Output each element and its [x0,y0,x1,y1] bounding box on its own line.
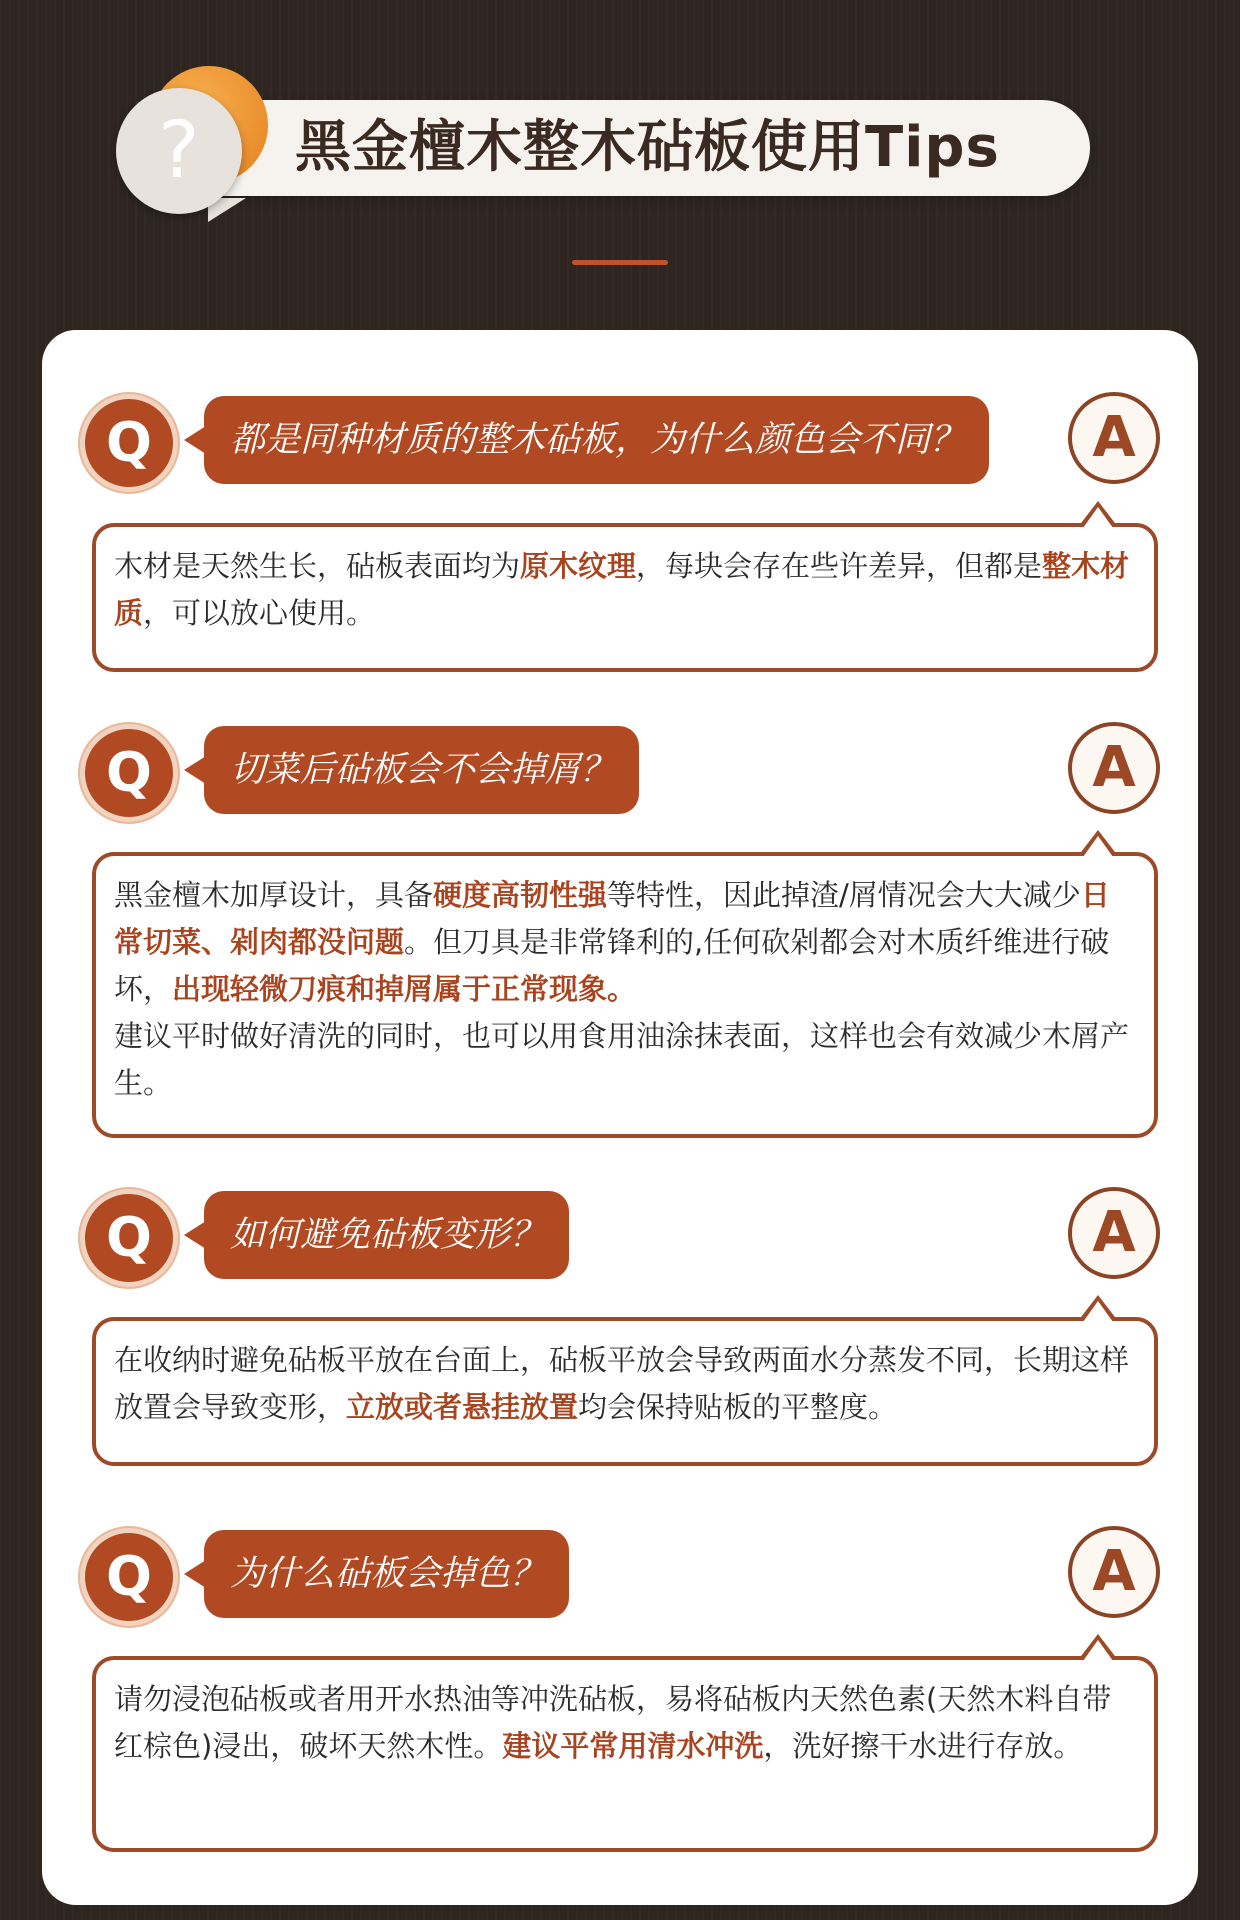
highlight-text: 硬度高韧性强 [433,878,608,912]
q-badge-icon: Q [80,394,178,492]
answer-text: 均会保持贴板的平整度。 [578,1390,898,1424]
a-badge-icon: A [1068,1526,1160,1618]
faq-answer-2 [92,852,1158,1138]
title-divider [572,260,668,265]
faq-answer-4 [92,1656,1158,1852]
q-badge-icon: Q [80,1528,178,1626]
answer-pointer [1078,830,1118,856]
answer-text: 在收纳时避免砧板平放在台面上，砧板平放会导致两面水分蒸发不同，长期这样放置会导致变形， [114,1343,1130,1424]
faq-answer-3 [92,1317,1158,1466]
question-mark-icon: ? [158,106,200,196]
answer-text: 。但刀具是非常锋利的,任何砍剁都会对木质纤维进行破坏， [114,925,1110,1006]
header-title-bar [160,100,1090,196]
answer-text: 等特性，因此掉渣/屑情况会大大减少 [607,878,1081,912]
answer-text: 建议平时做好清洗的同时，也可以用食用油涂抹表面，这样也会有效减少木屑产生。 [114,1019,1130,1100]
answer-text: 请勿浸泡砧板或者用开水热油等冲洗砧板，易将砧板内天然色素(天然木料自带红棕色)浸出，破坏天然木性。 [114,1682,1112,1763]
a-badge-icon: A [1068,392,1160,484]
answer-pointer [1078,1634,1118,1660]
highlight-text: 立放或者悬挂放置 [346,1390,579,1424]
a-badge-icon: A [1068,1187,1160,1279]
faq-question-2: 切菜后砧板会不会掉屑？ [204,726,639,814]
page-title: 黑金檀木整木砧板使用Tips [295,115,1000,180]
a-badge-icon: A [1068,722,1160,814]
highlight-text: 日常切菜、剁肉都没问题 [114,878,1110,959]
highlight-text: 建议平常用清水冲洗 [502,1729,764,1763]
faq-question-3: 如何避免砧板变形？ [204,1191,569,1279]
answer-text: ，可以放心使用。 [143,596,376,630]
q-badge-icon: Q [80,724,178,822]
highlight-text: 整木材质 [114,549,1130,630]
faq-card [42,330,1198,1905]
answer-pointer [1078,1295,1118,1321]
highlight-text: 原木纹理 [520,549,637,583]
faq-answer-1 [92,523,1158,672]
answer-text: ，洗好擦干水进行存放。 [763,1729,1083,1763]
highlight-text: 出现轻微刀痕和掉屑属于正常现象。 [172,972,637,1006]
faq-question-1: 都是同种材质的整木砧板，为什么颜色会不同？ [204,396,989,484]
answer-pointer [1078,501,1118,527]
question-bubble-icon [110,66,280,236]
answer-text: ，每块会存在些许差异，但都是 [636,549,1043,583]
q-badge-icon: Q [80,1189,178,1287]
answer-text: 木材是天然生长，砧板表面均为 [114,549,521,583]
answer-text: 黑金檀木加厚设计，具备 [114,878,434,912]
faq-question-4: 为什么砧板会掉色？ [204,1530,569,1618]
